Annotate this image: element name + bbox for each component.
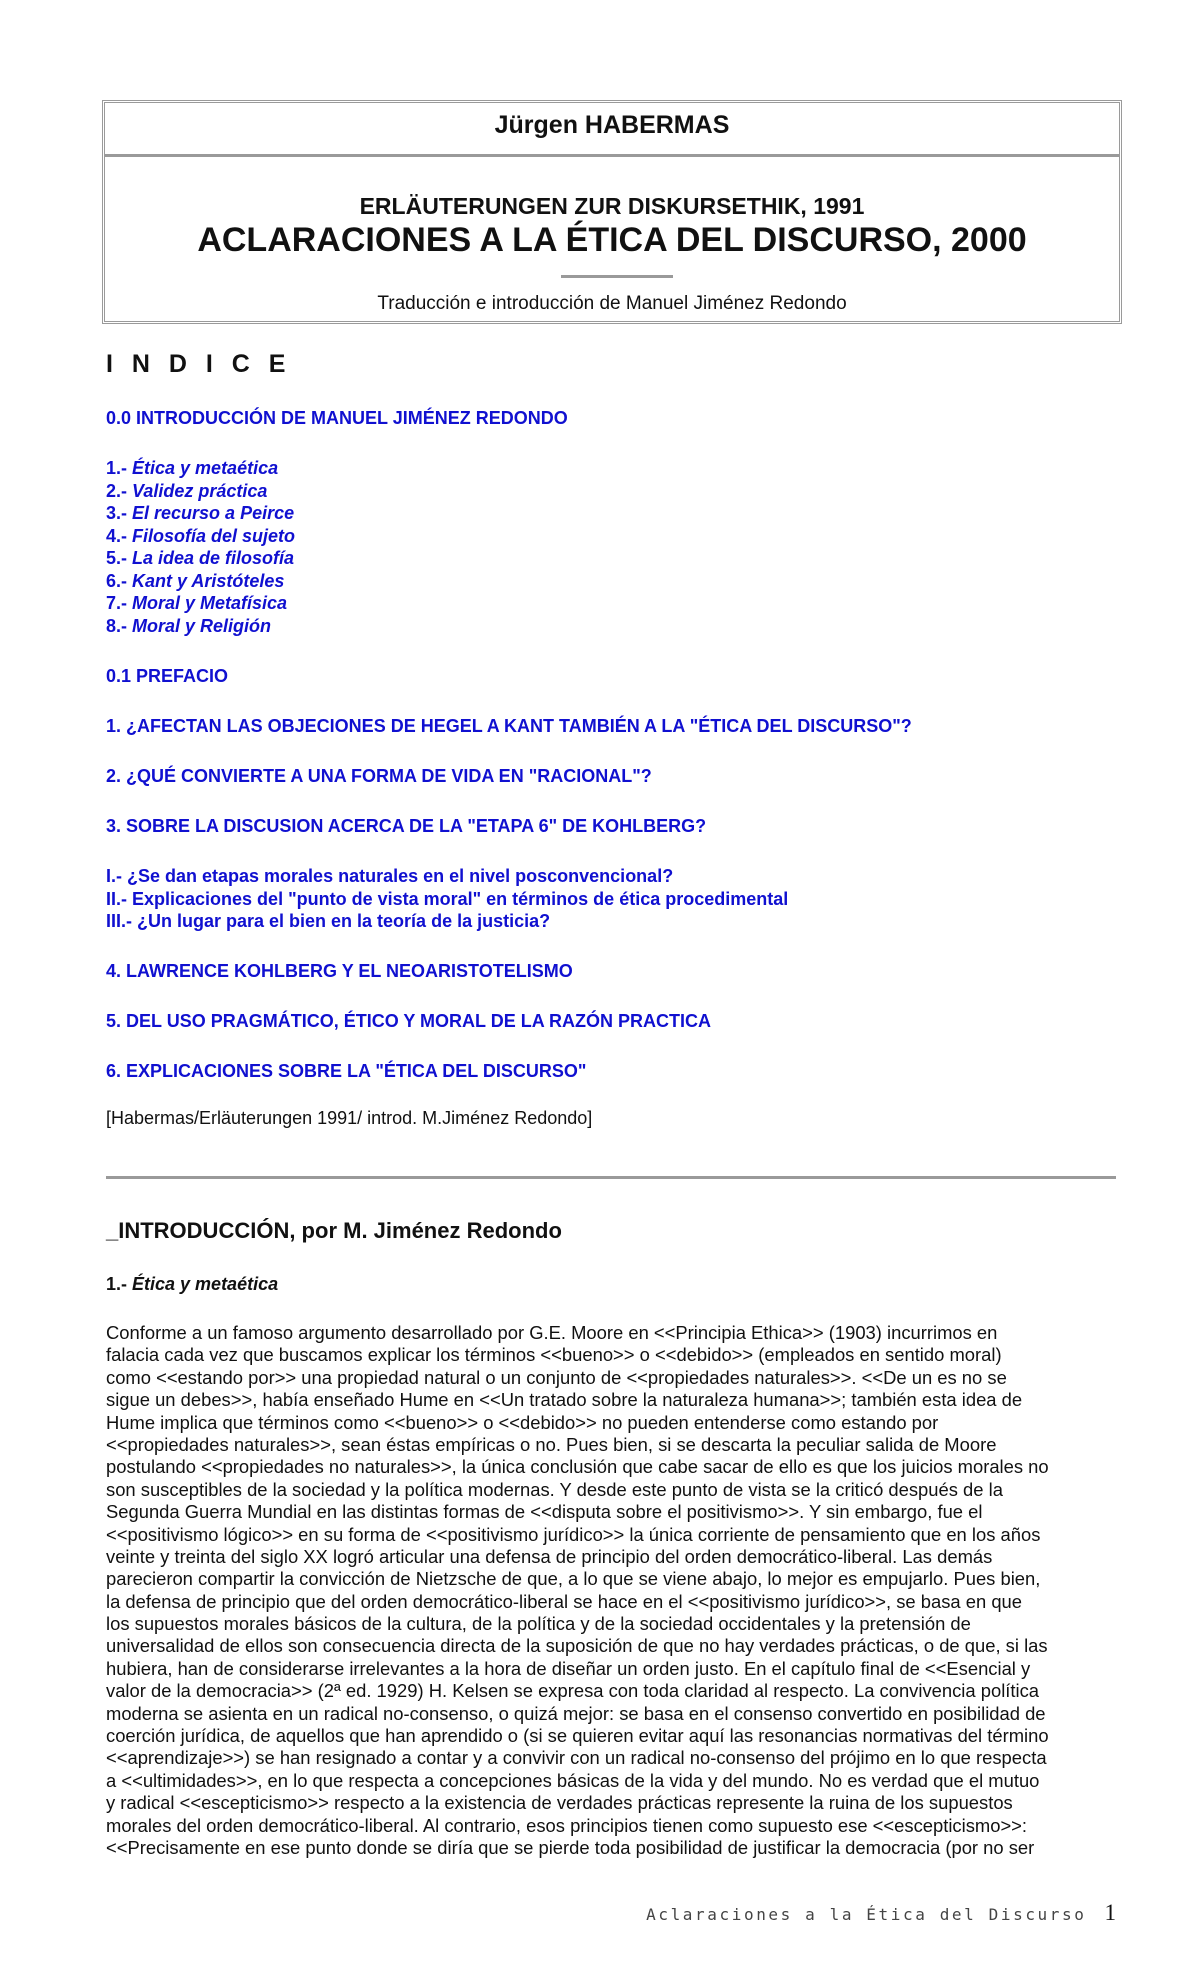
toc-link-etica-metaetica[interactable]: 1.- Ética y metaética	[106, 458, 279, 478]
toc-link-punto-de-vista-moral[interactable]: II.- Explicaciones del "punto de vista moral" en términos de ética procedimental	[106, 888, 789, 909]
toc-link-idea-filosofia[interactable]: 5.- La idea de filosofía	[106, 548, 295, 568]
toc-link-peirce[interactable]: 3.- El recurso a Peirce	[106, 503, 295, 523]
paragraph-line: <<propiedades naturales>>, sean éstas empíricas o no. Pues bien, si se descarta la peculiar salida de Moore	[106, 1433, 997, 1455]
paragraph-line: falacia cada vez que buscamos explicar los términos <<bueno>> o <<debido>> (empleados en sentido moral)	[106, 1344, 1002, 1366]
section-heading: _INTRODUCCIÓN, por M. Jiménez Redondo	[106, 1218, 562, 1243]
toc-link-forma-de-vida[interactable]: 2. ¿QUÉ CONVIERTE A UNA FORMA DE VIDA EN "RACIONAL"?	[106, 766, 652, 786]
toc-link-etapa-6[interactable]: 3. SOBRE LA DISCUSION ACERCA DE LA "ETAPA 6" DE KOHLBERG?	[106, 816, 707, 836]
toc-link-introduccion[interactable]: 0.0 INTRODUCCIÓN DE MANUEL JIMÉNEZ REDONDO	[106, 408, 568, 428]
paragraph-line: Segunda Guerra Mundial en las distintas formas de <<disputa sobre el positivismo>>. Y sin embargo, fue el	[106, 1501, 983, 1523]
page-footer	[646, 1900, 1116, 1926]
paragraph-line: <<Precisamente en ese punto donde se diría que se pierde toda posibilidad de justificar la democracia (por no ser	[106, 1836, 1035, 1858]
toc-link-lugar-para-el-bien[interactable]: III.- ¿Un lugar para el bien en la teoría de la justicia?	[106, 911, 551, 931]
title-box	[102, 100, 1122, 324]
paragraph-line: valor de la democracia>> (2ª ed. 1929) H. Kelsen se expresa con toda claridad al respecto. La convivencia política	[106, 1680, 1040, 1702]
toc-link-kohlberg[interactable]: 4. LAWRENCE KOHLBERG Y EL NEOARISTOTELISMO	[106, 961, 573, 981]
paragraph-line: sigue un debes>>, había enseñado Hume en <<Un tratado sobre la naturaleza humana>>; también esta idea de	[106, 1389, 1023, 1411]
author-name: Jürgen HABERMAS	[494, 111, 730, 139]
paragraph-line: moderna se asienta en un radical no-consenso, o quizá mejor: se basa en el consenso convertido en posibilidad de	[106, 1702, 1046, 1724]
page-number: 1	[1104, 1900, 1116, 1925]
translated-title: ACLARACIONES A LA ÉTICA DEL DISCURSO, 2000	[197, 221, 1027, 259]
toc-link-etapas-morales[interactable]: I.- ¿Se dan etapas morales naturales en el nivel posconvencional?	[106, 866, 674, 886]
toc-link-moral-religion[interactable]: 8.- Moral y Religión	[106, 615, 272, 636]
paragraph-line: morales del orden democrático-liberal. Al contrario, esos principios tienen como supuesto ese <<escepticismo>>:	[106, 1814, 1028, 1836]
citation: [Habermas/Erläuterungen 1991/ introd. M.Jiménez Redondo]	[106, 1108, 593, 1128]
paragraph-line: <<positivismo lógico>> en su forma de <<positivismo jurídico>> la única corriente de pensamiento que en los años	[106, 1523, 1041, 1545]
paragraph-line: parecieron compartir la convicción de Nietzsche de que, a lo que se viene abajo, lo mejor es empujarlo. Pues bien,	[106, 1568, 1041, 1590]
paragraph-line: los supuestos morales básicos de la cultura, de la política y de la sociedad occidentales y la pretensión de	[106, 1613, 971, 1635]
paragraph-line: la defensa de principio que del orden democrático-liberal se hace en el <<positivismo jurídico>>, se basa en que	[106, 1590, 1023, 1612]
subsection-heading: 1.- Ética y metaética	[106, 1274, 279, 1294]
running-title: Aclaraciones a la Ética del Discurso	[646, 1905, 1087, 1924]
toc-link-kant-aristoteles[interactable]: 6.- Kant y Aristóteles	[106, 570, 285, 591]
toc-link-uso-pragmatico[interactable]: 5. DEL USO PRAGMÁTICO, ÉTICO Y MORAL DE LA RAZÓN PRACTICA	[106, 1011, 712, 1031]
toc-link-explicaciones[interactable]: 6. EXPLICACIONES SOBRE LA "ÉTICA DEL DISCURSO"	[106, 1061, 587, 1081]
original-title: ERLÄUTERUNGEN ZUR DISKURSETHIK, 1991	[359, 193, 865, 219]
toc-link-filosofia-sujeto[interactable]: 4.- Filosofía del sujeto	[106, 525, 296, 546]
toc-link-validez-practica[interactable]: 2.- Validez práctica	[106, 480, 268, 501]
toc-link-moral-metafisica[interactable]: 7.- Moral y Metafísica	[106, 593, 288, 613]
index-title: I N D I C E	[106, 350, 292, 378]
translation-credit: Traducción e introducción de Manuel Jiménez Redondo	[377, 293, 847, 314]
short-divider	[561, 275, 673, 278]
paragraph-line: Conforme a un famoso argumento desarrollado por G.E. Moore en <<Principia Ethica>> (1903) incurrimos en	[106, 1322, 998, 1343]
paragraph-line: y radical <<escepticismo>> respecto a la existencia de verdades prácticas represente la ruina de los supuestos	[106, 1792, 1013, 1814]
paragraph-line: Hume implica que términos como <<bueno>> o <<debido>> no pueden entenderse como estando por	[106, 1411, 939, 1433]
toc-link-prefacio[interactable]: 0.1 PREFACIO	[106, 666, 229, 686]
paragraph-line: coerción jurídica, de aquellos que han aprendido o (si se quieren evitar aquí las resonancias normativas del término	[106, 1725, 1049, 1747]
section-divider	[106, 1176, 1116, 1179]
paragraph-line: hubiera, han de considerarse irrelevantes a la hora de diseñar un orden justo. En el capítulo final de <<Esencial y	[106, 1657, 1031, 1679]
paragraph-line: veinte y treinta del siglo XX logró articular una defensa de principio del orden democrático-liberal. Las demás	[106, 1545, 993, 1567]
title-divider	[105, 154, 1119, 157]
paragraph-line: <<aprendizaje>>) se han resignado a contar y a convivir con un radical no-consenso del prójimo en lo que respecta	[106, 1747, 1047, 1769]
paragraph-line: son susceptibles de la sociedad y la política modernas. Y desde este punto de vista se la criticó después de la	[106, 1478, 1003, 1500]
paragraph-line: a <<ultimidades>>, en lo que respecta a concepciones básicas de la vida y del mundo. No es verdad que el mutuo	[106, 1769, 1040, 1791]
body-paragraph	[106, 1322, 1116, 1859]
paragraph-line: como <<estando por>> una propiedad natural o un conjunto de <<propiedades naturales>>. <<De un es no se	[106, 1366, 1007, 1388]
paragraph-line: universalidad de ellos son consecuencia directa de la suposición de que no hay verdades prácticas, o de que, si las	[106, 1635, 1048, 1657]
paragraph-line: postulando <<propiedades no naturales>>, la única conclusión que cabe sacar de ello es que los juicios morales no	[106, 1456, 1049, 1478]
toc-link-hegel-kant[interactable]: 1. ¿AFECTAN LAS OBJECIONES DE HEGEL A KANT TAMBIÉN A LA "ÉTICA DEL DISCURSO"?	[106, 716, 912, 736]
